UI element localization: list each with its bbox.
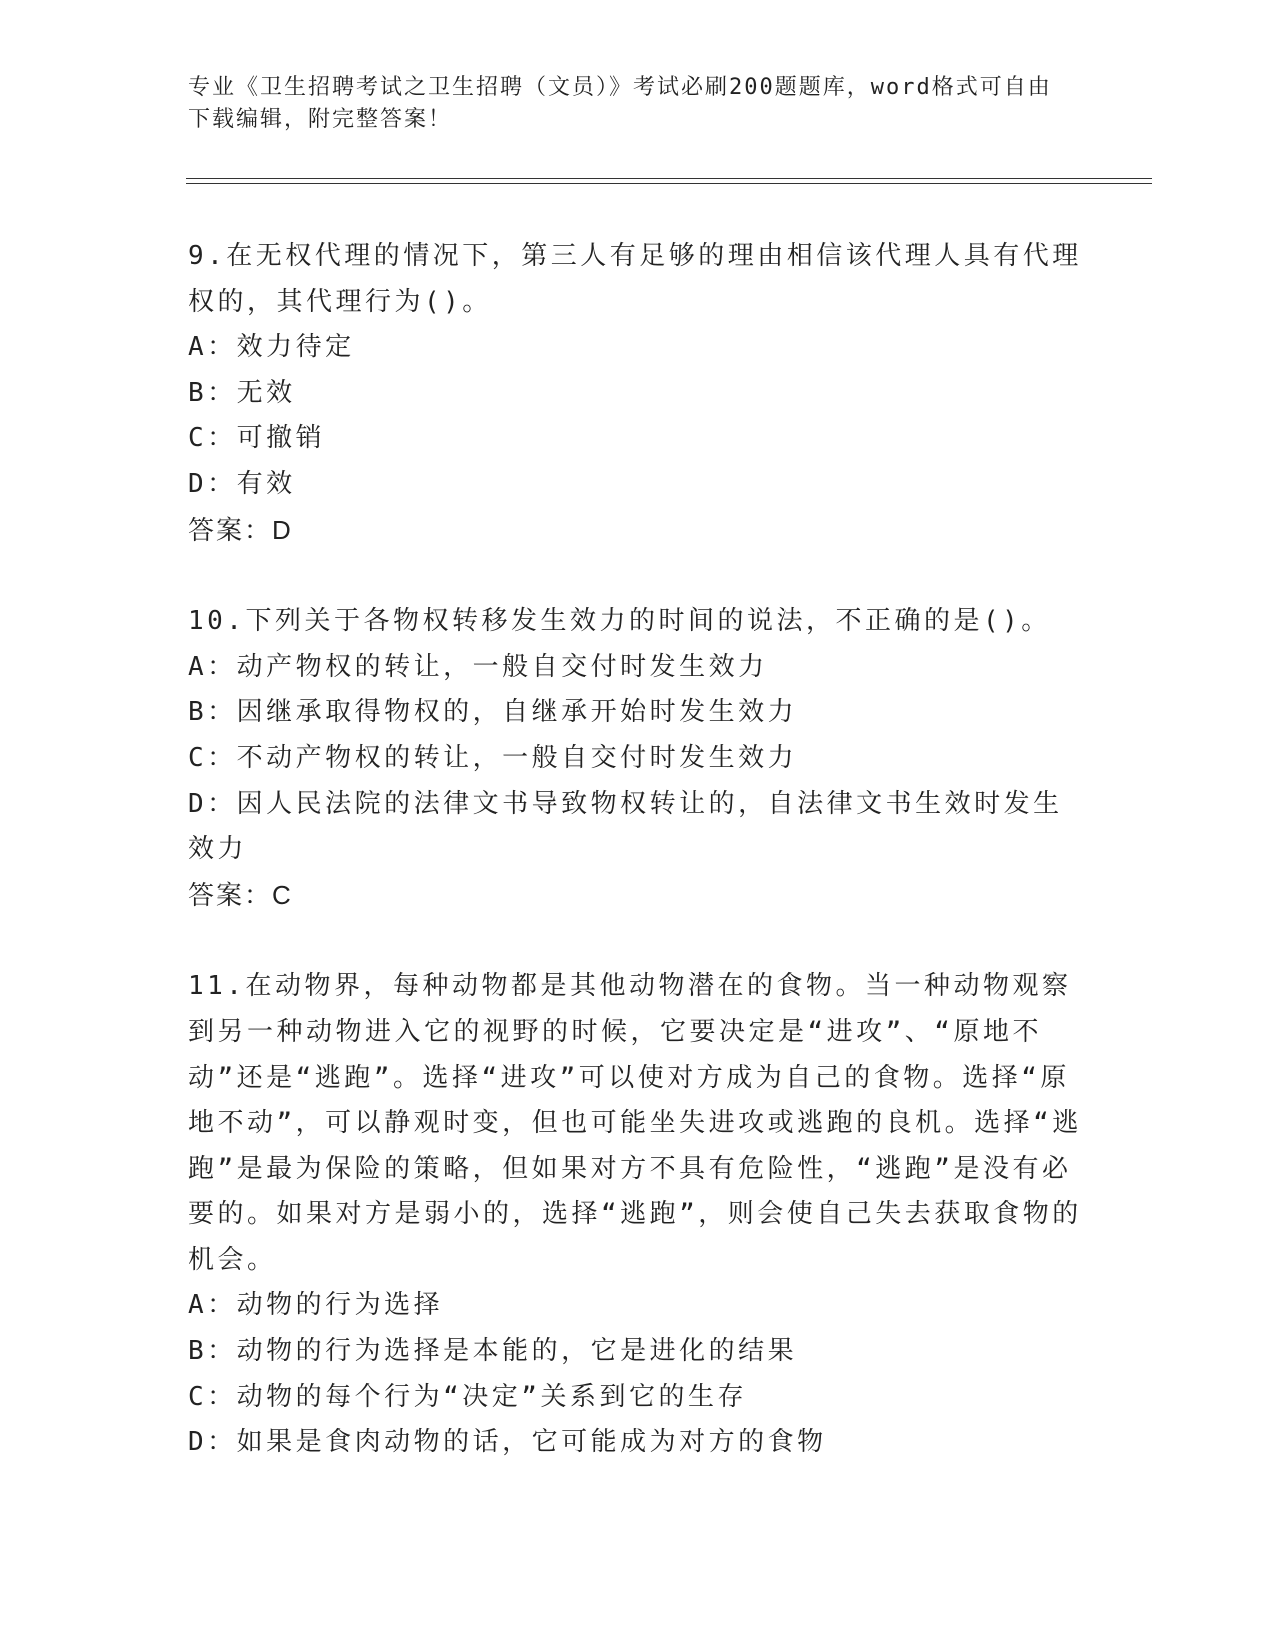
option-b: B：因继承取得物权的，自继承开始时发生效力 [188, 697, 798, 728]
option-b: B：动物的行为选择是本能的，它是进化的结果 [188, 1336, 798, 1367]
option-b: B：无效 [188, 377, 296, 408]
option-c: C：可撤销 [188, 423, 326, 454]
option-d: D：如果是食肉动物的话，它可能成为对方的食物 [188, 1427, 827, 1458]
header-divider-bottom [186, 183, 1152, 184]
question-text: 11.在动物界，每种动物都是其他动物潜在的食物。当一种动物观察到另一种动物进入它的视野的时候，它要决定是“进攻”、“原地不动”还是“逃跑”。选择“进攻”可以使对方成为自己的食物。选择“原地不动”，可以静观时变，但也可能坐失进攻或逃跑的良机。选择“逃跑”是最为保险的策略，但如果对方不具有危险性，“逃跑”是没有必要的。如果对方是弱小的，选择“逃跑”，则会使自己失去获取食物的机会。 [188, 971, 1082, 1275]
answer-label: 答案：D [188, 514, 293, 545]
question-10 [188, 599, 1088, 918]
question-text: 9.在无权代理的情况下，第三人有足够的理由相信该代理人具有代理权的，其代理行为()。 [188, 241, 1082, 317]
question-9 [188, 234, 1088, 553]
answer-label: 答案：C [188, 879, 293, 910]
question-list [188, 234, 1088, 1466]
option-d: D：有效 [188, 468, 296, 499]
header-divider-top [186, 178, 1152, 179]
question-11 [188, 964, 1088, 1466]
document-header: 专业《卫生招聘考试之卫生招聘（文员）》考试必刷200题题库，word格式可自由下载编辑，附完整答案！ [188, 75, 1052, 132]
option-a: A：动产物权的转让，一般自交付时发生效力 [188, 651, 768, 682]
question-text: 10.下列关于各物权转移发生效力的时间的说法，不正确的是()。 [188, 606, 1051, 637]
option-c: C：动物的每个行为“决定”关系到它的生存 [188, 1381, 747, 1412]
option-c: C：不动产物权的转让，一般自交付时发生效力 [188, 742, 798, 773]
option-a: A：动物的行为选择 [188, 1290, 444, 1321]
option-a: A：效力待定 [188, 332, 355, 363]
option-d: D：因人民法院的法律文书导致物权转让的，自法律文书生效时发生效力 [188, 788, 1063, 865]
